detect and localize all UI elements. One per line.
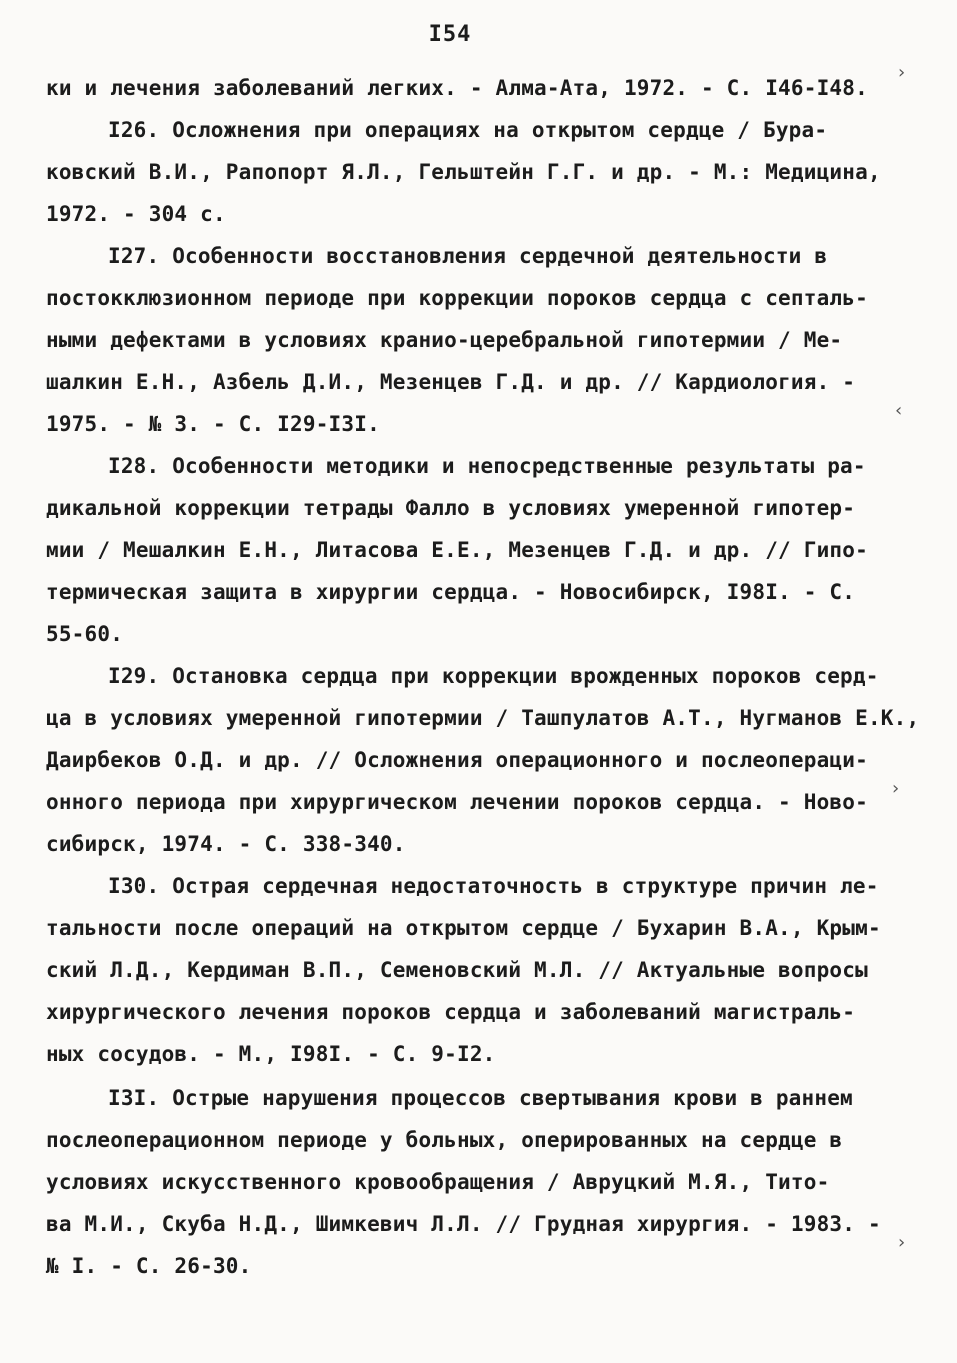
text-line: мии / Мешалкин Е.Н., Литасова Е.Е., Мезенцев Г.Д. и др. // Гипо- (46, 538, 868, 562)
text-line: 55-60. (46, 622, 124, 646)
text-line: 1975. - № 3. - С. I29-I3I. (46, 412, 380, 436)
text-line: постокклюзионном периоде при коррекции пороков сердца с септаль- (46, 286, 868, 310)
text-line: 1972. - 304 с. (46, 202, 226, 226)
text-line: термическая защита в хирургии сердца. - Новосибирск, I98I. - С. (46, 580, 856, 604)
text-line: ва М.И., Скуба Н.Д., Шимкевич Л.Л. // Грудная хирургия. - 1983. - (46, 1212, 881, 1236)
reference-126-title: I26. Осложнения при операциях на открытом сердце / Бура- (108, 118, 828, 142)
reference-128-title: I28. Особенности методики и непосредственные результаты ра- (108, 454, 866, 478)
margin-mark-icon: › (892, 778, 900, 799)
text-line: ных сосудов. - М., I98I. - С. 9-I2. (46, 1042, 496, 1066)
text-line: № I. - С. 26-30. (46, 1254, 252, 1278)
margin-mark-icon: › (898, 1232, 906, 1253)
reference-131-title: I3I. Острые нарушения процессов свертывания крови в раннем (108, 1086, 853, 1110)
text-line: ки и лечения заболеваний легких. - Алма-Ата, 1972. - С. I46-I48. (46, 76, 868, 100)
text-line: условиях искусственного кровообращения / Авруцкий М.Я., Тито- (46, 1170, 830, 1194)
margin-mark-icon: ‹ (895, 400, 903, 421)
text-line: онного периода при хирургическом лечении пороков сердца. - Ново- (46, 790, 868, 814)
text-line: дикальной коррекции тетрады Фалло в условиях умеренной гипотер- (46, 496, 856, 520)
text-line: ский Л.Д., Кердиман В.П., Семеновский М.Л. // Актуальные вопросы (46, 958, 868, 982)
text-line: сибирск, 1974. - С. 338-340. (46, 832, 406, 856)
text-line: послеоперационном периоде у больных, оперированных на сердце в (46, 1128, 843, 1152)
margin-mark-icon: › (898, 62, 906, 83)
text-line: ца в условиях умеренной гипотермии / Ташпулатов А.Т., Нугманов Е.К., (46, 706, 920, 730)
text-line: ными дефектами в условиях кранио-церебральной гипотермии / Ме- (46, 328, 843, 352)
text-line: Даирбеков О.Д. и др. // Осложнения операционного и послеопераци- (46, 748, 868, 772)
reference-130-title: I30. Острая сердечная недостаточность в структуре причин ле- (108, 874, 879, 898)
reference-127-title: I27. Особенности восстановления сердечной деятельности в (108, 244, 828, 268)
text-line: тальности после операций на открытом сердце / Бухарин В.А., Крым- (46, 916, 881, 940)
page-number: I54 (428, 22, 472, 47)
text-line: шалкин Е.Н., Азбель Д.И., Мезенцев Г.Д. и др. // Кардиология. - (46, 370, 856, 394)
text-line: ковский В.И., Рапопорт Я.Л., Гельштейн Г.Г. и др. - М.: Медицина, (46, 160, 881, 184)
reference-129-title: I29. Остановка сердца при коррекции врожденных пороков серд- (108, 664, 879, 688)
text-line: хирургического лечения пороков сердца и заболеваний магистраль- (46, 1000, 856, 1024)
